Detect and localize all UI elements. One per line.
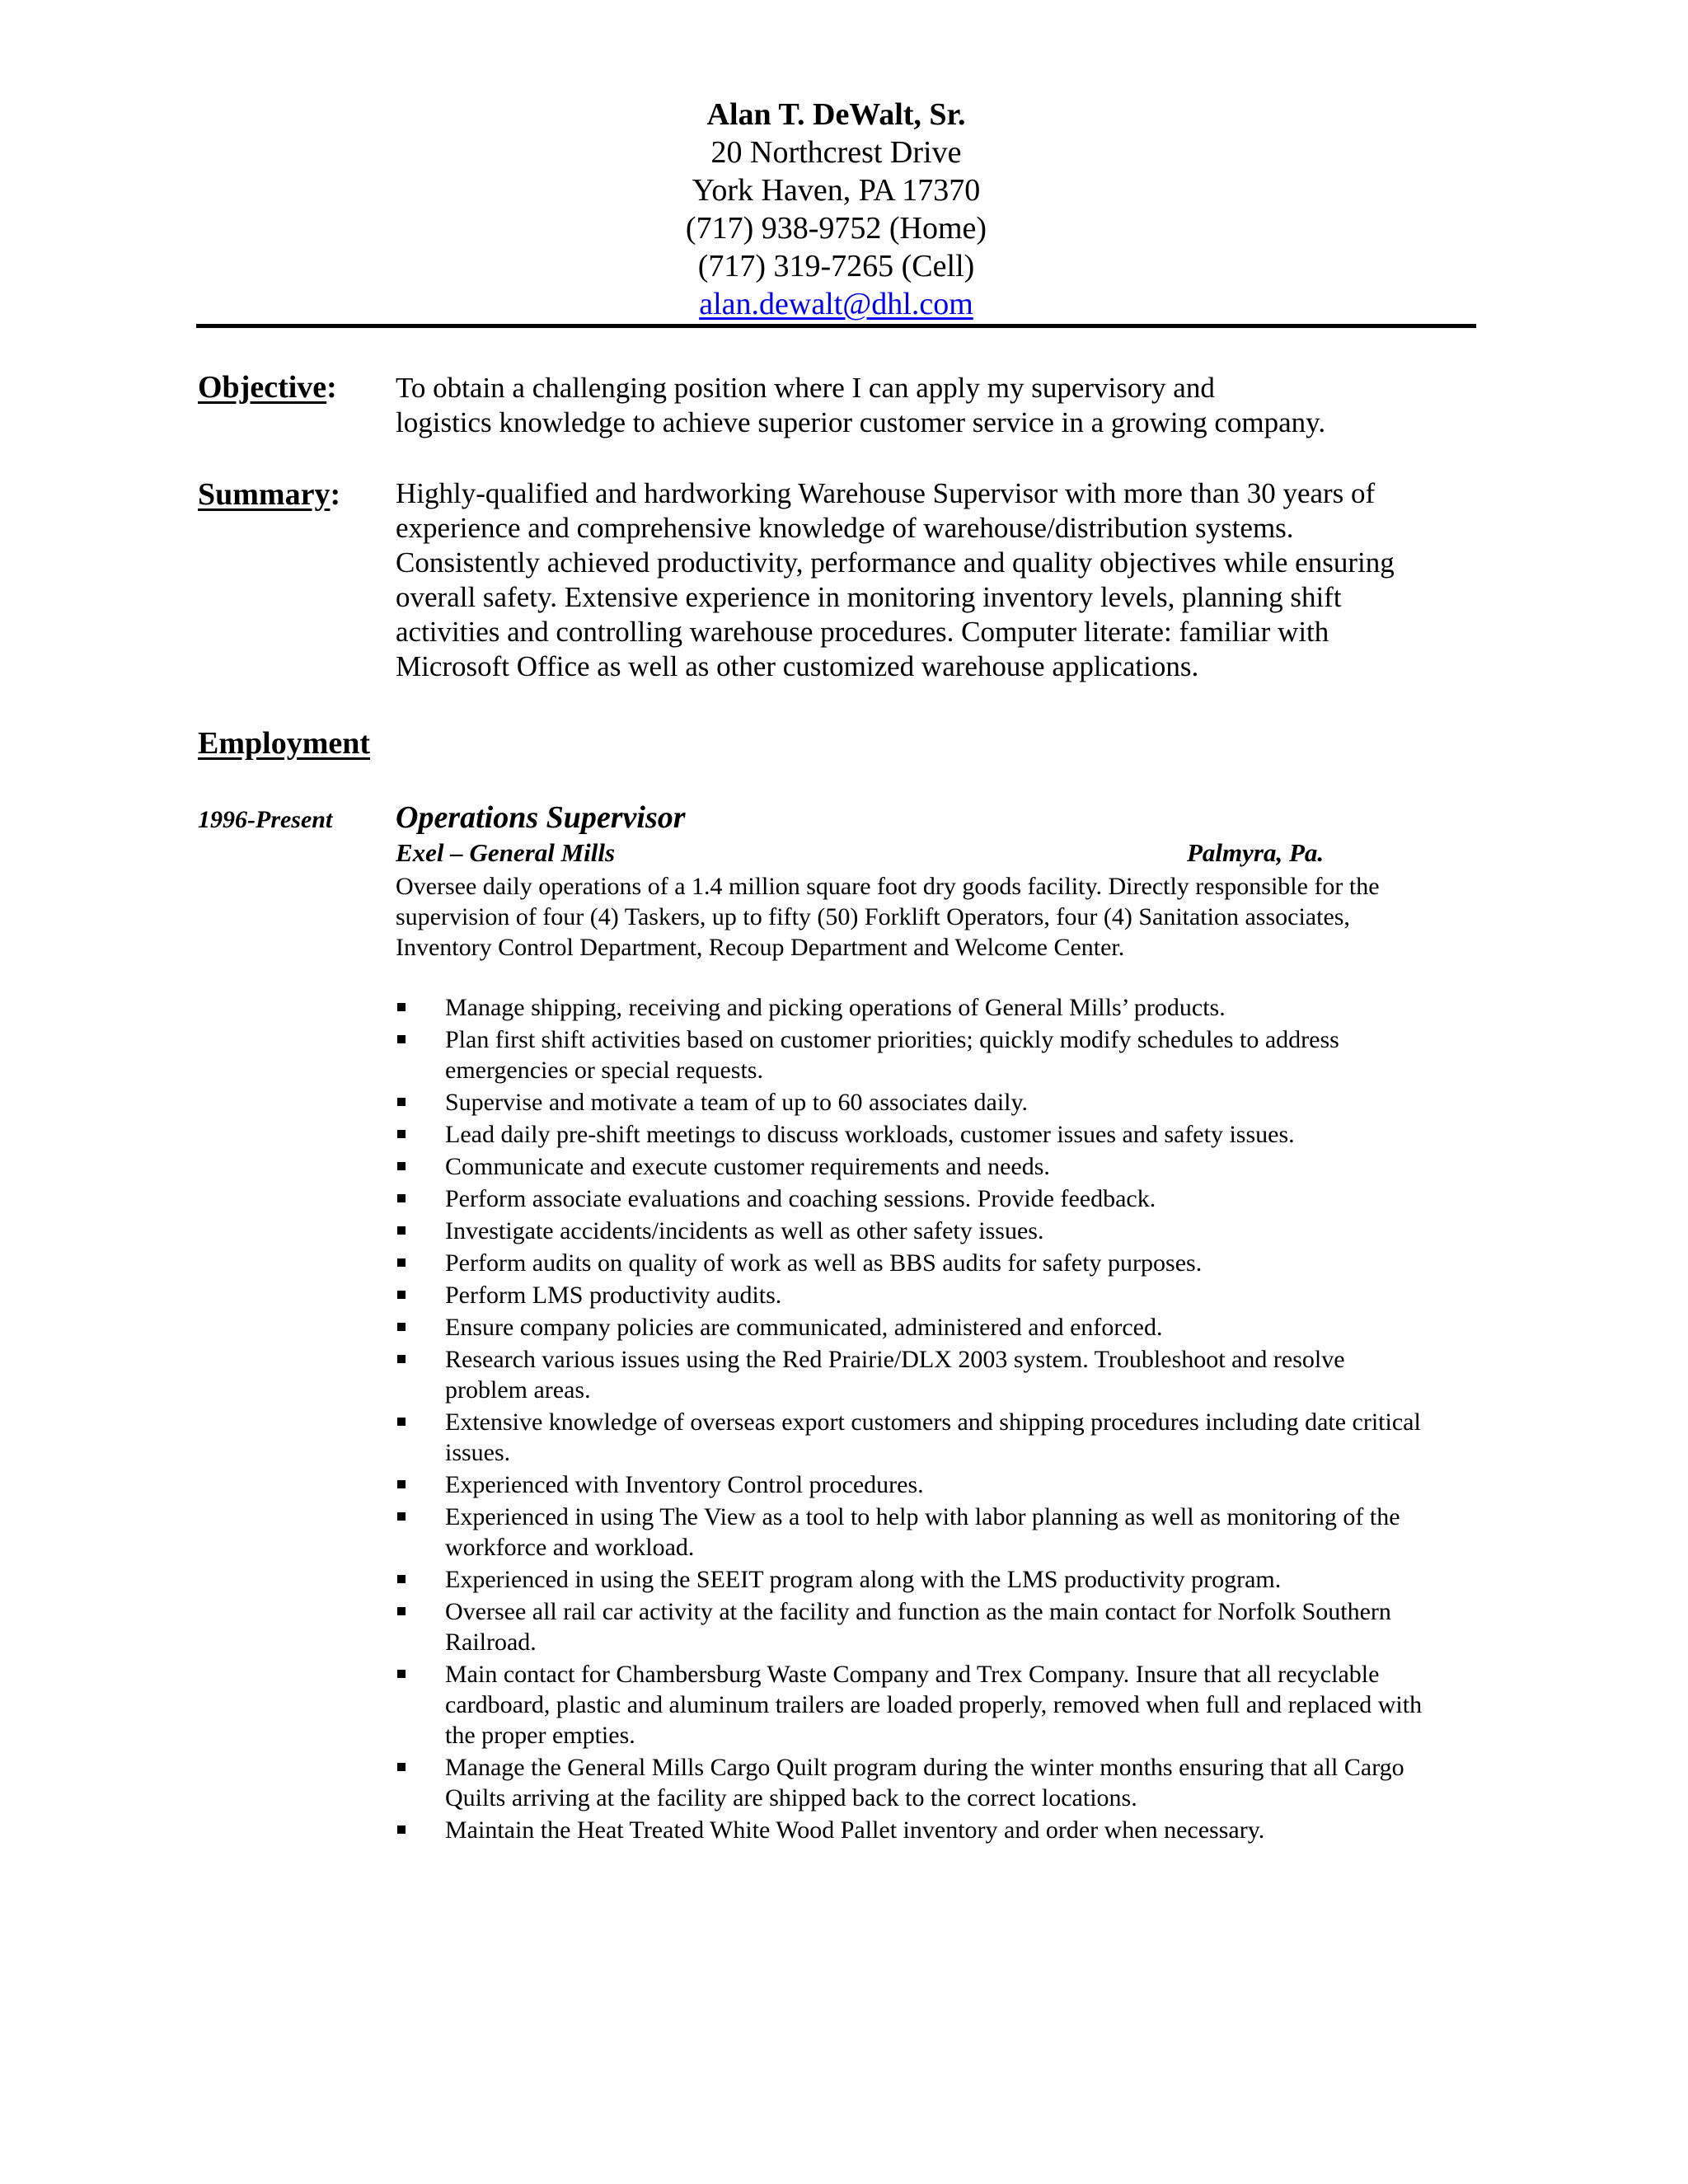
summary-line: activities and controlling warehouse procedures. Computer literate: familiar with [396,616,1329,648]
job-description-line: Inventory Control Department, Recoup Department and Welcome Center. [396,934,1125,961]
square-bullet-icon [397,1355,406,1363]
summary-heading [198,476,340,513]
square-bullet-icon [397,1607,406,1615]
square-bullet-icon [397,1575,406,1583]
objective-heading-colon: : [326,370,337,405]
duty-item [396,1312,1484,1343]
duty-item [396,1119,1484,1150]
duty-line: Main contact for Chambersburg Waste Company and Trex Company. Insure that all recyclable [445,1661,1380,1688]
objective-line: logistics knowledge to achieve superior customer service in a growing company. [396,406,1326,438]
email-line [196,285,1476,323]
summary-heading-colon: : [330,477,341,512]
duty-line: Supervise and motivate a team of up to 60 associates daily. [445,1089,1029,1116]
objective-line: To obtain a challenging position where I can apply my supervisory and [396,372,1215,404]
duty-line: workforce and workload. [445,1534,695,1561]
address-line-2: York Haven, PA 17370 [692,173,981,208]
employment-heading [198,725,370,762]
duty-line: Experienced in using The View as a tool to help with labor planning as well as monitoring of the [445,1503,1400,1530]
duty-item [396,1469,1484,1500]
summary-text [396,476,1484,684]
square-bullet-icon [397,1003,406,1011]
duty-line: Oversee all rail car activity at the facility and function as the main contact for Norfolk Southern [445,1598,1391,1625]
square-bullet-icon [397,1480,406,1488]
candidate-name: Alan T. DeWalt, Sr. [706,97,966,132]
duty-item [396,1659,1484,1750]
duty-item [396,1183,1484,1214]
duty-line: the proper empties. [445,1722,635,1749]
duty-line: Perform associate evaluations and coaching sessions. Provide feedback. [445,1185,1156,1212]
summary-heading-text: Summary [198,477,331,512]
duty-line: Experienced with Inventory Control procedures. [445,1471,924,1498]
duty-line: Ensure company policies are communicated, administered and enforced. [445,1314,1163,1341]
duty-item [396,1344,1484,1405]
duty-line: Plan first shift activities based on customer priorities; quickly modify schedules to address [445,1026,1339,1053]
duty-line: Quilts arriving at the facility are shipped back to the correct locations. [445,1784,1137,1811]
duty-item [396,1502,1484,1563]
job-location: Palmyra, Pa. [1187,838,1325,867]
summary-line: Highly-qualified and hardworking Warehouse Supervisor with more than 30 years of [396,477,1376,509]
header-divider [196,324,1476,328]
duty-line: emergencies or special requests. [445,1057,763,1084]
duty-line: Perform audits on quality of work as well as BBS audits for safety purposes. [445,1249,1203,1277]
objective-heading [198,369,337,405]
square-bullet-icon [397,1194,406,1202]
objective-text [396,371,1484,440]
duty-item [396,1151,1484,1182]
duty-line: Manage shipping, receiving and picking operations of General Mills’ products. [445,994,1226,1021]
summary-line: experience and comprehensive knowledge of warehouse/distribution systems. [396,512,1294,544]
duty-line: problem areas. [445,1376,591,1404]
duty-item [396,992,1484,1023]
duties-list [396,992,1484,1847]
duty-item [396,1564,1484,1595]
duty-line: Investigate accidents/incidents as well as other safety issues. [445,1217,1044,1244]
square-bullet-icon [397,1291,406,1299]
duty-item [396,1752,1484,1813]
phone-home: (717) 938-9752 (Home) [685,211,987,246]
job-description-line: Oversee daily operations of a 1.4 million square foot dry goods facility. Directly responsible for the [396,873,1380,900]
square-bullet-icon [397,1512,406,1521]
square-bullet-icon [397,1763,406,1771]
job-title: Operations Supervisor [396,800,686,835]
square-bullet-icon [397,1670,406,1678]
job-company: Exel – General Mills [396,838,616,867]
duty-line: Manage the General Mills Cargo Quilt program during the winter months ensuring that all Cargo [445,1754,1404,1781]
duty-item [396,1407,1484,1468]
duty-item [396,1087,1484,1118]
square-bullet-icon [397,1098,406,1106]
duty-item [396,1280,1484,1310]
duty-line: Perform LMS productivity audits. [445,1282,782,1309]
job-description [396,871,1484,963]
duty-line: Maintain the Heat Treated White Wood Pallet inventory and order when necessary. [445,1816,1265,1844]
job-dates: 1996-Present [198,806,333,833]
square-bullet-icon [397,1258,406,1267]
duty-item [396,1815,1484,1845]
duty-line: Lead daily pre-shift meetings to discuss workloads, customer issues and safety issues. [445,1121,1295,1148]
objective-heading-text: Objective [198,370,327,405]
square-bullet-icon [397,1035,406,1043]
duty-item [396,1216,1484,1246]
duty-line: Railroad. [445,1629,537,1656]
address-line-1: 20 Northcrest Drive [710,135,962,170]
duty-line: issues. [445,1439,511,1466]
summary-line: Consistently achieved productivity, performance and quality objectives while ensuring [396,546,1395,579]
contact-header [196,96,1476,323]
duty-line: Extensive knowledge of overseas export customers and shipping procedures including date critical [445,1408,1421,1436]
job-description-line: supervision of four (4) Taskers, up to fifty (50) Forklift Operators, four (4) Sanitation associates, [396,903,1350,930]
duty-line: Communicate and execute customer requirements and needs. [445,1153,1050,1180]
square-bullet-icon [397,1323,406,1331]
square-bullet-icon [397,1825,406,1834]
phone-cell: (717) 319-7265 (Cell) [697,249,975,284]
square-bullet-icon [397,1418,406,1426]
square-bullet-icon [397,1162,406,1170]
email-link[interactable]: alan.dewalt@dhl.com [699,287,973,321]
duty-item [396,1024,1484,1085]
square-bullet-icon [397,1130,406,1138]
duty-item [396,1248,1484,1278]
duty-item [396,1596,1484,1657]
duty-line: cardboard, plastic and aluminum trailers are loaded properly, removed when full and replaced with [445,1691,1423,1718]
square-bullet-icon [397,1226,406,1235]
summary-line: Microsoft Office as well as other customized warehouse applications. [396,650,1199,682]
employment-heading-text: Employment [198,726,370,761]
duty-line: Research various issues using the Red Prairie/DLX 2003 system. Troubleshoot and resolve [445,1346,1345,1373]
summary-line: overall safety. Extensive experience in monitoring inventory levels, planning shift [396,581,1342,613]
duty-line: Experienced in using the SEEIT program along with the LMS productivity program. [445,1566,1282,1593]
